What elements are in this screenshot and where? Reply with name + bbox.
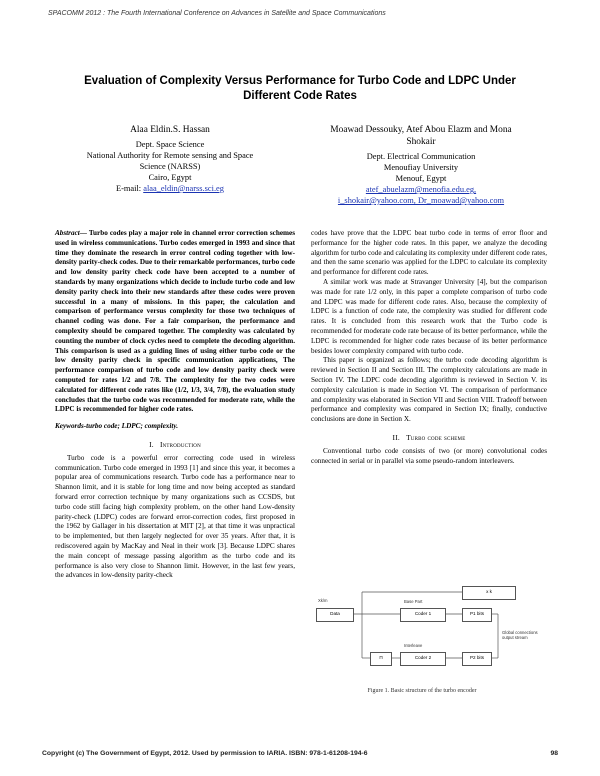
section-number: I. bbox=[149, 439, 154, 449]
paper-title bbox=[40, 74, 560, 104]
author-affiliation-2: Science (NARSS) bbox=[139, 162, 201, 171]
email-prefix: E-mail: bbox=[116, 184, 144, 193]
author-affiliation: Menoufiay University bbox=[383, 163, 459, 172]
p2-bits-box: P2 bits bbox=[462, 652, 492, 666]
interleaver-box: Π bbox=[370, 652, 392, 666]
page-number: 98 bbox=[550, 750, 558, 757]
keywords: Keywords-turbo code; LDPC; complexity. bbox=[55, 422, 179, 431]
author-location: Cairo, Egypt bbox=[148, 173, 192, 182]
data-box: Data bbox=[316, 608, 354, 622]
abstract-text: Turbo codes play a major role in channel error correction schemes used in wireless communications. Turbo codes emerged in 1993 and since that time they dominate the research in error control coding together with low-density parity-check codes. Due to their remarkable performances, turbo code and low density parity check code have been accepted to a number of standards by many organizations which decide to include turbo code and low density parity check into their new standards after these codes were proven successful in a many of missions. In this paper, the calculation and comparison of performance versus complexity for those two techniques of channel coding was done. For a fair comparison, the performance and complexity should be compared together. The complexity was calculated by counting the number of clock cycles need to complete the decoding algorithm. This comparison is used as a guiding lines of using either turbo code or the low density parity check in specific communication applications, The performance comparison of turbo code and low density parity check were computed for rates 1/2 and 7/8. The complexity for the two codes were calculated for different code rates like (1/2, 1/3, 3/4, 7/8), the evaluation study concludes that the turbo code was recommended for moderate rate, while the LDPC is recommended for higher code rates. bbox=[55, 229, 295, 414]
author-names-line-2: Shokair bbox=[406, 137, 436, 147]
title-line-2: Different Code Rates bbox=[243, 90, 357, 102]
coder1-box: Coder 1 bbox=[400, 608, 446, 622]
figure-caption: Figure 1. Basic structure of the turbo encoder bbox=[367, 688, 477, 694]
running-header: SPACOMM 2012 : The Fourth International Conference on Advances in Satellite and Space Communications bbox=[48, 10, 386, 17]
author-email-link-1[interactable]: atef_abuelazm@menofia.edu.eg, bbox=[365, 185, 477, 194]
author-dept: Dept. Space Science bbox=[135, 140, 205, 149]
interleave-label: Interleave bbox=[404, 643, 423, 648]
section-title: Introduction bbox=[159, 439, 201, 449]
turbo-encoder-figure bbox=[312, 584, 538, 666]
author-name: Alaa Eldin.S. Hassan bbox=[130, 125, 210, 135]
author-dept: Dept. Electrical Communication bbox=[366, 152, 476, 161]
section-title: Turbo code scheme bbox=[406, 432, 466, 442]
author-block-1 bbox=[52, 124, 288, 194]
author-names-line-1: Moawad Dessouky, Atef Abou Elazm and Mona bbox=[330, 125, 512, 135]
right-column bbox=[311, 229, 547, 466]
author-email-link-2[interactable]: i_shokair@yahoo.com, Dr_moawad@yahoo.com bbox=[337, 196, 505, 205]
author-location: Menouf, Egypt bbox=[395, 174, 447, 183]
author-affiliation: National Authority for Remote sensing and Space bbox=[86, 151, 254, 160]
copyright-notice: Copyright (c) The Government of Egypt, 2012. Used by permission to IARIA. ISBN: 978-1-61208-194-6 bbox=[42, 750, 368, 757]
p1-bits-box: P1 bits bbox=[462, 608, 492, 622]
turbo-paragraph: Conventional turbo code consists of two (or more) convolutional codes connected in serial or in parallel via some pseudo-random interleavers. bbox=[311, 446, 547, 465]
coder2-box: Coder 2 bbox=[400, 652, 446, 666]
xk-input-label: Xk/m bbox=[318, 598, 328, 603]
title-line-1: Evaluation of Complexity Versus Performance for Turbo Code and LDPC Under bbox=[84, 75, 516, 87]
section-heading-2 bbox=[311, 433, 547, 443]
paragraph: This paper is organized as follows; the turbo code decoding algorithm is reviewed in Section II and Section III. The complexity calculations are made in Section IV. The LDPC code decoding algorithm is reviewed in Section V. its complexity calculation is made in Section VI. The comparison of performance and complexity was elaborated in Section VII and Section VIII. Tradeoff between performance and complexity was compared in Section IX; finally, conductive conclusions are done in Section X. bbox=[311, 356, 547, 424]
author-email-link[interactable]: alaa_eldin@narss.sci.eg bbox=[143, 184, 224, 193]
abstract-lead: Abstract— bbox=[55, 229, 87, 237]
paragraph: A similar work was made at Stravanger University [4], but the comparison was made for rate 1/2 only, in this paper a complete comparison of turbo code and LDPC was made for different code rates. Also, because the complexity of LDPC is a function of code rate, the complexity was studied for different code rates. It is concluded from this research work that the Turbo code is recommended for moderate code rate because of its better performance, while the LDPC is recommended for higher code rates because of its better performance besides lower complexity compared with turbo code. bbox=[311, 277, 547, 355]
page-footer bbox=[42, 750, 558, 757]
intro-paragraph: Turbo code is a powerful error correcting code used in wireless communication. Turbo code emerged in 1993 [1] and since this year, it becomes a popular area of communications research. Turbo code has a performance near to Shannon limit, and it is stable for long time and now being accepted as standard forward error correction technique by many organizations such as CCSDS, but turbo code still facing high complexity problem, on the other hand Low-density parity-check (LDPC) codes are forward error-correction codes, first proposed in the 1962 by Gallager in his dissertation at MIT [2], at that time it was unpractical to be implemented, but then largely neglected for over 35 years. After that, it is rediscovered again by MacKay and Neal in their work [3]. Because LDPC shares the main concept of message passing algorithm as the turbo code and its performance is also very close to Shannon limit. However, in the last few years, the advances in low-density parity-check bbox=[55, 453, 295, 580]
author-block-2 bbox=[306, 124, 536, 206]
paragraph: codes have prove that the LDPC beat turbo code in terms of error floor and performance for the higher code rates. In this paper, we analyze the decoding algorithm for turbo code and calculating its complexity under different code rates, and then the same scenario was applied for the LDPC to calculate its complexity and performance for different code rates. bbox=[311, 229, 547, 277]
section-heading-1 bbox=[55, 440, 295, 450]
section-number: II. bbox=[392, 432, 400, 442]
base-part-label: Base Part bbox=[404, 599, 423, 604]
xk-box: x k bbox=[462, 586, 516, 600]
abstract bbox=[55, 229, 295, 415]
author-email-line bbox=[52, 183, 288, 194]
left-column bbox=[55, 229, 295, 581]
output-stream-label: Global connections output stream bbox=[502, 630, 538, 640]
